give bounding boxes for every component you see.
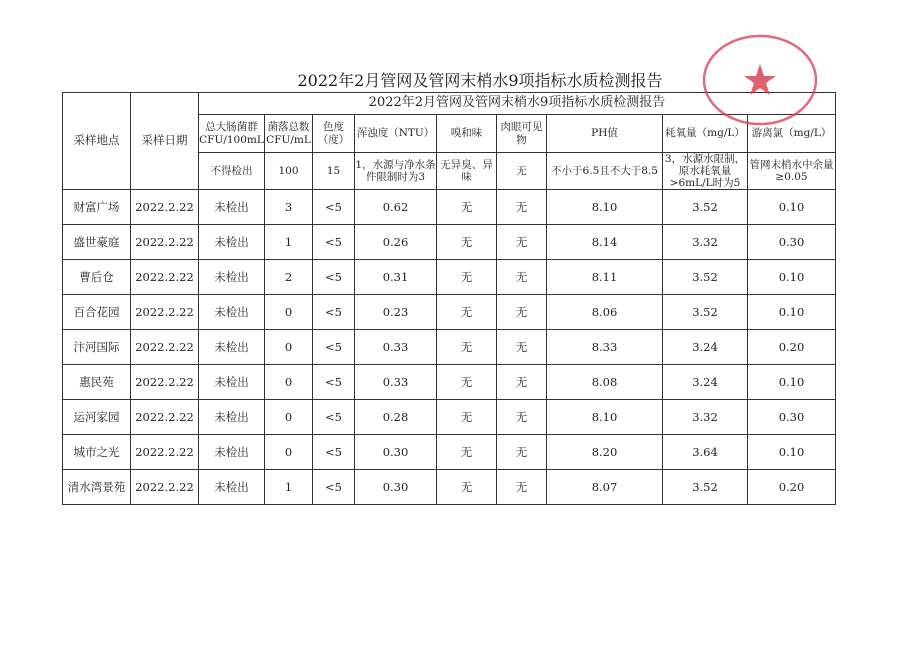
sample-location-header: 采样地点	[63, 93, 131, 190]
free-chlorine-value: 0.20	[748, 470, 836, 505]
odor-value: 无	[437, 330, 497, 365]
sample-site: 曹后仓	[63, 260, 131, 295]
colony-count: 1	[265, 225, 313, 260]
oxygen-consumption-value: 3.52	[663, 260, 748, 295]
turbidity-value: 0.28	[355, 400, 437, 435]
table-row	[63, 295, 836, 330]
table-row	[63, 400, 836, 435]
coliform-value: 未检出	[199, 400, 265, 435]
coliform-value: 未检出	[199, 225, 265, 260]
oxygen-consumption-value: 3.52	[663, 295, 748, 330]
colony-count: 1	[265, 470, 313, 505]
turbidity-value: 0.30	[355, 435, 437, 470]
limit-value: 3，水源水限制，原水耗氧量>6mL/L时为5	[663, 153, 748, 190]
oxygen-consumption-value: 3.32	[663, 400, 748, 435]
chromaticity-value: <5	[313, 225, 355, 260]
table-row	[63, 365, 836, 400]
oxygen-consumption-value: 3.24	[663, 330, 748, 365]
chromaticity-value: <5	[313, 190, 355, 225]
colony-count: 2	[265, 260, 313, 295]
limit-value: 无异臭、异味	[437, 153, 497, 190]
sample-date: 2022.2.22	[131, 435, 199, 470]
limit-value: 1，水源与净水条件限制时为3	[355, 153, 437, 190]
ph-value: 8.06	[547, 295, 663, 330]
turbidity-value: 0.33	[355, 365, 437, 400]
oxygen-consumption-value: 3.52	[663, 470, 748, 505]
coliform-value: 未检出	[199, 260, 265, 295]
free-chlorine-value: 0.30	[748, 400, 836, 435]
colony-count: 0	[265, 295, 313, 330]
limit-value: 无	[497, 153, 547, 190]
ph-value: 8.10	[547, 190, 663, 225]
turbidity-value: 0.31	[355, 260, 437, 295]
odor-value: 无	[437, 225, 497, 260]
column-header: 肉眼可见物	[497, 115, 547, 153]
colony-count: 0	[265, 330, 313, 365]
ph-value: 8.20	[547, 435, 663, 470]
free-chlorine-value: 0.30	[748, 225, 836, 260]
turbidity-value: 0.23	[355, 295, 437, 330]
chromaticity-value: <5	[313, 260, 355, 295]
sample-site: 汴河国际	[63, 330, 131, 365]
visible-matter-value: 无	[497, 365, 547, 400]
table-row	[63, 225, 836, 260]
chromaticity-value: <5	[313, 470, 355, 505]
free-chlorine-value: 0.10	[748, 190, 836, 225]
limit-value: 不得检出	[199, 153, 265, 190]
free-chlorine-value: 0.10	[748, 295, 836, 330]
chromaticity-value: <5	[313, 365, 355, 400]
colony-count: 0	[265, 365, 313, 400]
column-header: 浑浊度（NTU）	[355, 115, 437, 153]
ph-value: 8.11	[547, 260, 663, 295]
sample-site: 运河家园	[63, 400, 131, 435]
coliform-value: 未检出	[199, 295, 265, 330]
column-header: 菌落总数 CFU/mL	[265, 115, 313, 153]
odor-value: 无	[437, 190, 497, 225]
ph-value: 8.10	[547, 400, 663, 435]
ph-value: 8.07	[547, 470, 663, 505]
sample-date: 2022.2.22	[131, 365, 199, 400]
sample-site: 清水湾景苑	[63, 470, 131, 505]
report-title: 2022年2月管网及管网末梢水9项指标水质检测报告	[297, 71, 663, 90]
coliform-value: 未检出	[199, 365, 265, 400]
column-header: 色度（度）	[313, 115, 355, 153]
sample-date: 2022.2.22	[131, 190, 199, 225]
oxygen-consumption-value: 3.24	[663, 365, 748, 400]
table-row	[63, 470, 836, 505]
table-row	[63, 330, 836, 365]
turbidity-value: 0.62	[355, 190, 437, 225]
colony-count: 3	[265, 190, 313, 225]
turbidity-value: 0.30	[355, 470, 437, 505]
free-chlorine-value: 0.20	[748, 330, 836, 365]
coliform-value: 未检出	[199, 190, 265, 225]
sample-site: 城市之光	[63, 435, 131, 470]
ph-value: 8.08	[547, 365, 663, 400]
turbidity-value: 0.33	[355, 330, 437, 365]
sample-date: 2022.2.22	[131, 470, 199, 505]
ph-value: 8.33	[547, 330, 663, 365]
odor-value: 无	[437, 470, 497, 505]
oxygen-consumption-value: 3.64	[663, 435, 748, 470]
sample-date: 2022.2.22	[131, 225, 199, 260]
limit-value: 不小于6.5且不大于8.5	[547, 153, 663, 190]
table-title: 2022年2月管网及管网末梢水9项指标水质检测报告	[199, 93, 836, 115]
free-chlorine-value: 0.10	[748, 260, 836, 295]
table-row	[63, 435, 836, 470]
visible-matter-value: 无	[497, 225, 547, 260]
visible-matter-value: 无	[497, 435, 547, 470]
odor-value: 无	[437, 365, 497, 400]
oxygen-consumption-value: 3.52	[663, 190, 748, 225]
limit-value: 管网末梢水中余量≥0.05	[748, 153, 836, 190]
column-header: 游离氯（mg/L）	[748, 115, 836, 153]
free-chlorine-value: 0.10	[748, 365, 836, 400]
sample-date: 2022.2.22	[131, 260, 199, 295]
company-seal	[700, 30, 820, 130]
column-header: PH值	[547, 115, 663, 153]
odor-value: 无	[437, 295, 497, 330]
ph-value: 8.14	[547, 225, 663, 260]
visible-matter-value: 无	[497, 295, 547, 330]
colony-count: 0	[265, 400, 313, 435]
coliform-value: 未检出	[199, 470, 265, 505]
column-header: 耗氧量（mg/L）	[663, 115, 748, 153]
colony-count: 0	[265, 435, 313, 470]
sample-date: 2022.2.22	[131, 330, 199, 365]
odor-value: 无	[437, 260, 497, 295]
odor-value: 无	[437, 435, 497, 470]
table-row	[63, 190, 836, 225]
sample-site: 盛世豪庭	[63, 225, 131, 260]
chromaticity-value: <5	[313, 400, 355, 435]
column-header: 嗅和味	[437, 115, 497, 153]
limit-value: 15	[313, 153, 355, 190]
sample-date: 2022.2.22	[131, 295, 199, 330]
turbidity-value: 0.26	[355, 225, 437, 260]
limit-value: 100	[265, 153, 313, 190]
column-header: 总大肠菌群 CFU/100mL	[199, 115, 265, 153]
chromaticity-value: <5	[313, 295, 355, 330]
water-quality-table	[62, 92, 836, 505]
coliform-value: 未检出	[199, 330, 265, 365]
visible-matter-value: 无	[497, 470, 547, 505]
odor-value: 无	[437, 400, 497, 435]
visible-matter-value: 无	[497, 260, 547, 295]
sample-site: 财富广场	[63, 190, 131, 225]
chromaticity-value: <5	[313, 330, 355, 365]
sample-date: 2022.2.22	[131, 400, 199, 435]
visible-matter-value: 无	[497, 330, 547, 365]
table-row	[63, 260, 836, 295]
oxygen-consumption-value: 3.32	[663, 225, 748, 260]
sample-date-header: 采样日期	[131, 93, 199, 190]
visible-matter-value: 无	[497, 190, 547, 225]
sample-site: 百合花园	[63, 295, 131, 330]
visible-matter-value: 无	[497, 400, 547, 435]
coliform-value: 未检出	[199, 435, 265, 470]
free-chlorine-value: 0.10	[748, 435, 836, 470]
sample-site: 惠民苑	[63, 365, 131, 400]
chromaticity-value: <5	[313, 435, 355, 470]
